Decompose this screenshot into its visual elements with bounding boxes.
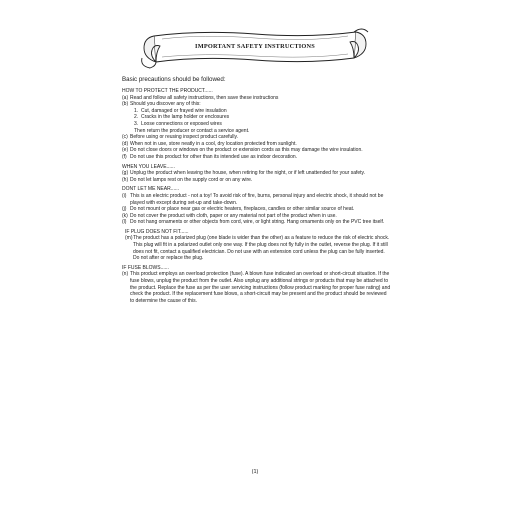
list-item — [122, 219, 392, 226]
document-title: IMPORTANT SAFETY INSTRUCTIONS — [195, 43, 315, 50]
list-item — [122, 141, 392, 148]
sub-item-marker: 3. — [134, 120, 139, 127]
list-item — [122, 134, 392, 141]
section-heading: HOW TO PROTECT THE PRODUCT...... — [122, 88, 213, 94]
sub-item-marker: 2. — [134, 114, 139, 121]
sub-list-item — [122, 108, 392, 115]
sub-list-item — [122, 121, 392, 128]
list-item-text: This is an electric product - not a toy! To avoid risk of fire, burns, personal injury and electric shock, it should not be played with except during set-up and take-down. — [130, 192, 384, 206]
list-item — [122, 206, 392, 213]
section — [122, 229, 392, 262]
list-item-text: Read and follow all safety instructions, then save these instructions — [130, 94, 279, 101]
list-item-marker: (f) — [122, 153, 127, 160]
intro-text: Basic precautions should be followed: — [122, 76, 226, 83]
list-item — [122, 235, 392, 261]
list-item-marker: (c) — [122, 134, 128, 141]
section — [122, 265, 392, 305]
list-item — [122, 154, 392, 161]
sub-list-item — [122, 114, 392, 121]
sub-item-marker: 1. — [134, 107, 139, 114]
list-item-marker: (b) — [122, 101, 129, 108]
title-scroll-banner — [140, 28, 370, 70]
section-heading: IF FUSE BLOWS...... — [122, 264, 169, 271]
list-item-marker: (m) — [125, 235, 133, 242]
list-item-text: Unplug the product when leaving the house, when retiring for the night, or if left unattended for your safety. — [130, 170, 366, 177]
list-item-marker: (g) — [122, 170, 129, 177]
list-item-text: Do not use this product for other than its intended use as indoor decoration. — [130, 153, 298, 160]
list-item-text: Do not hang ornaments or other objects from cord, wire, or light string. Hang ornaments only on the PVC tree itself. — [130, 219, 385, 226]
list-item — [122, 193, 392, 206]
section-heading: WHEN YOU LEAVE...... — [122, 163, 175, 170]
list-item-text: The product has a polarized plug (one blade is wider than the other) as a feature to reduce the risk of electric shock. This plug will fit in a polarized outlet only one way. If the plug does not fly fully in the outlet, reverse the plug. If it still does not fit, contact a qualified electrician. Do not use with an extension cord unless the plug can be fully inserted. Do not after or replace the plug. — [133, 235, 390, 262]
list-item-marker: (d) — [122, 140, 129, 147]
section — [122, 186, 392, 226]
list-item — [122, 95, 392, 102]
sub-item-text: Cut, damaged or frayed wire insulation — [141, 107, 227, 114]
list-item-marker: (l) — [122, 219, 127, 226]
list-item-marker: (a) — [122, 94, 129, 101]
instructions-body — [122, 88, 392, 304]
list-item-text: Before using or reusing inspect product carefully. — [130, 134, 239, 141]
list-item-marker: (n) — [122, 271, 129, 278]
list-item — [122, 147, 392, 154]
list-item-text: Do not cover the product with cloth, paper or any material not part of the product when in use. — [130, 212, 337, 219]
sub-item-text: Cracks in the lamp holder or enclosures — [141, 114, 230, 121]
list-item — [122, 213, 392, 220]
list-item-text: Do not close doors or windows on the product or extension cords as this may damage the wire insulation. — [130, 147, 363, 154]
section-heading: DONT LET ME NEAR...... — [122, 186, 180, 193]
list-item-text: Do not let lamps rest on the supply cord or on any wire. — [130, 176, 253, 183]
list-item-marker: (k) — [122, 212, 128, 219]
section — [122, 164, 392, 184]
list-item-text: Should you discover any of this: — [130, 101, 201, 108]
list-item-marker: (e) — [122, 147, 129, 154]
sub-item-text: Loose connections or exposed wires — [141, 120, 222, 127]
list-item-marker: (j) — [122, 206, 127, 213]
page-number: (1) — [251, 469, 259, 475]
list-item-marker: (h) — [122, 176, 129, 183]
list-item — [122, 271, 392, 304]
list-item — [122, 177, 392, 184]
list-item-marker: (i) — [122, 192, 127, 199]
list-item-text: This product employs an overload protection (fuse). A blown fuse indicated an overload or short-circuit situation. If the fuse blows, unplug the product from the outlet. Also unplug any additional strings or products that may be attached to the product. Replace the fuse as per the user servicing instructions (follow product marking for proper fuse rating) and check the product. If the replacement fuse blows, a short-circuit may be present and the product should be reviewed to determine the cause of this. — [130, 271, 391, 304]
section-heading: IF PLUG DOES NOT FIT...... — [125, 228, 189, 235]
list-item-continuation: Then return the producer or contact a service agent. — [134, 127, 250, 134]
list-item-text: Do not mount or place near gas or electric heaters, fireplaces, candles or other similar source of heat. — [130, 206, 355, 213]
list-item — [122, 101, 392, 108]
section — [122, 88, 392, 161]
list-item — [122, 170, 392, 177]
list-item-text: When not in use, store neatly in a cool, dry location protected from sunlight. — [130, 140, 297, 147]
